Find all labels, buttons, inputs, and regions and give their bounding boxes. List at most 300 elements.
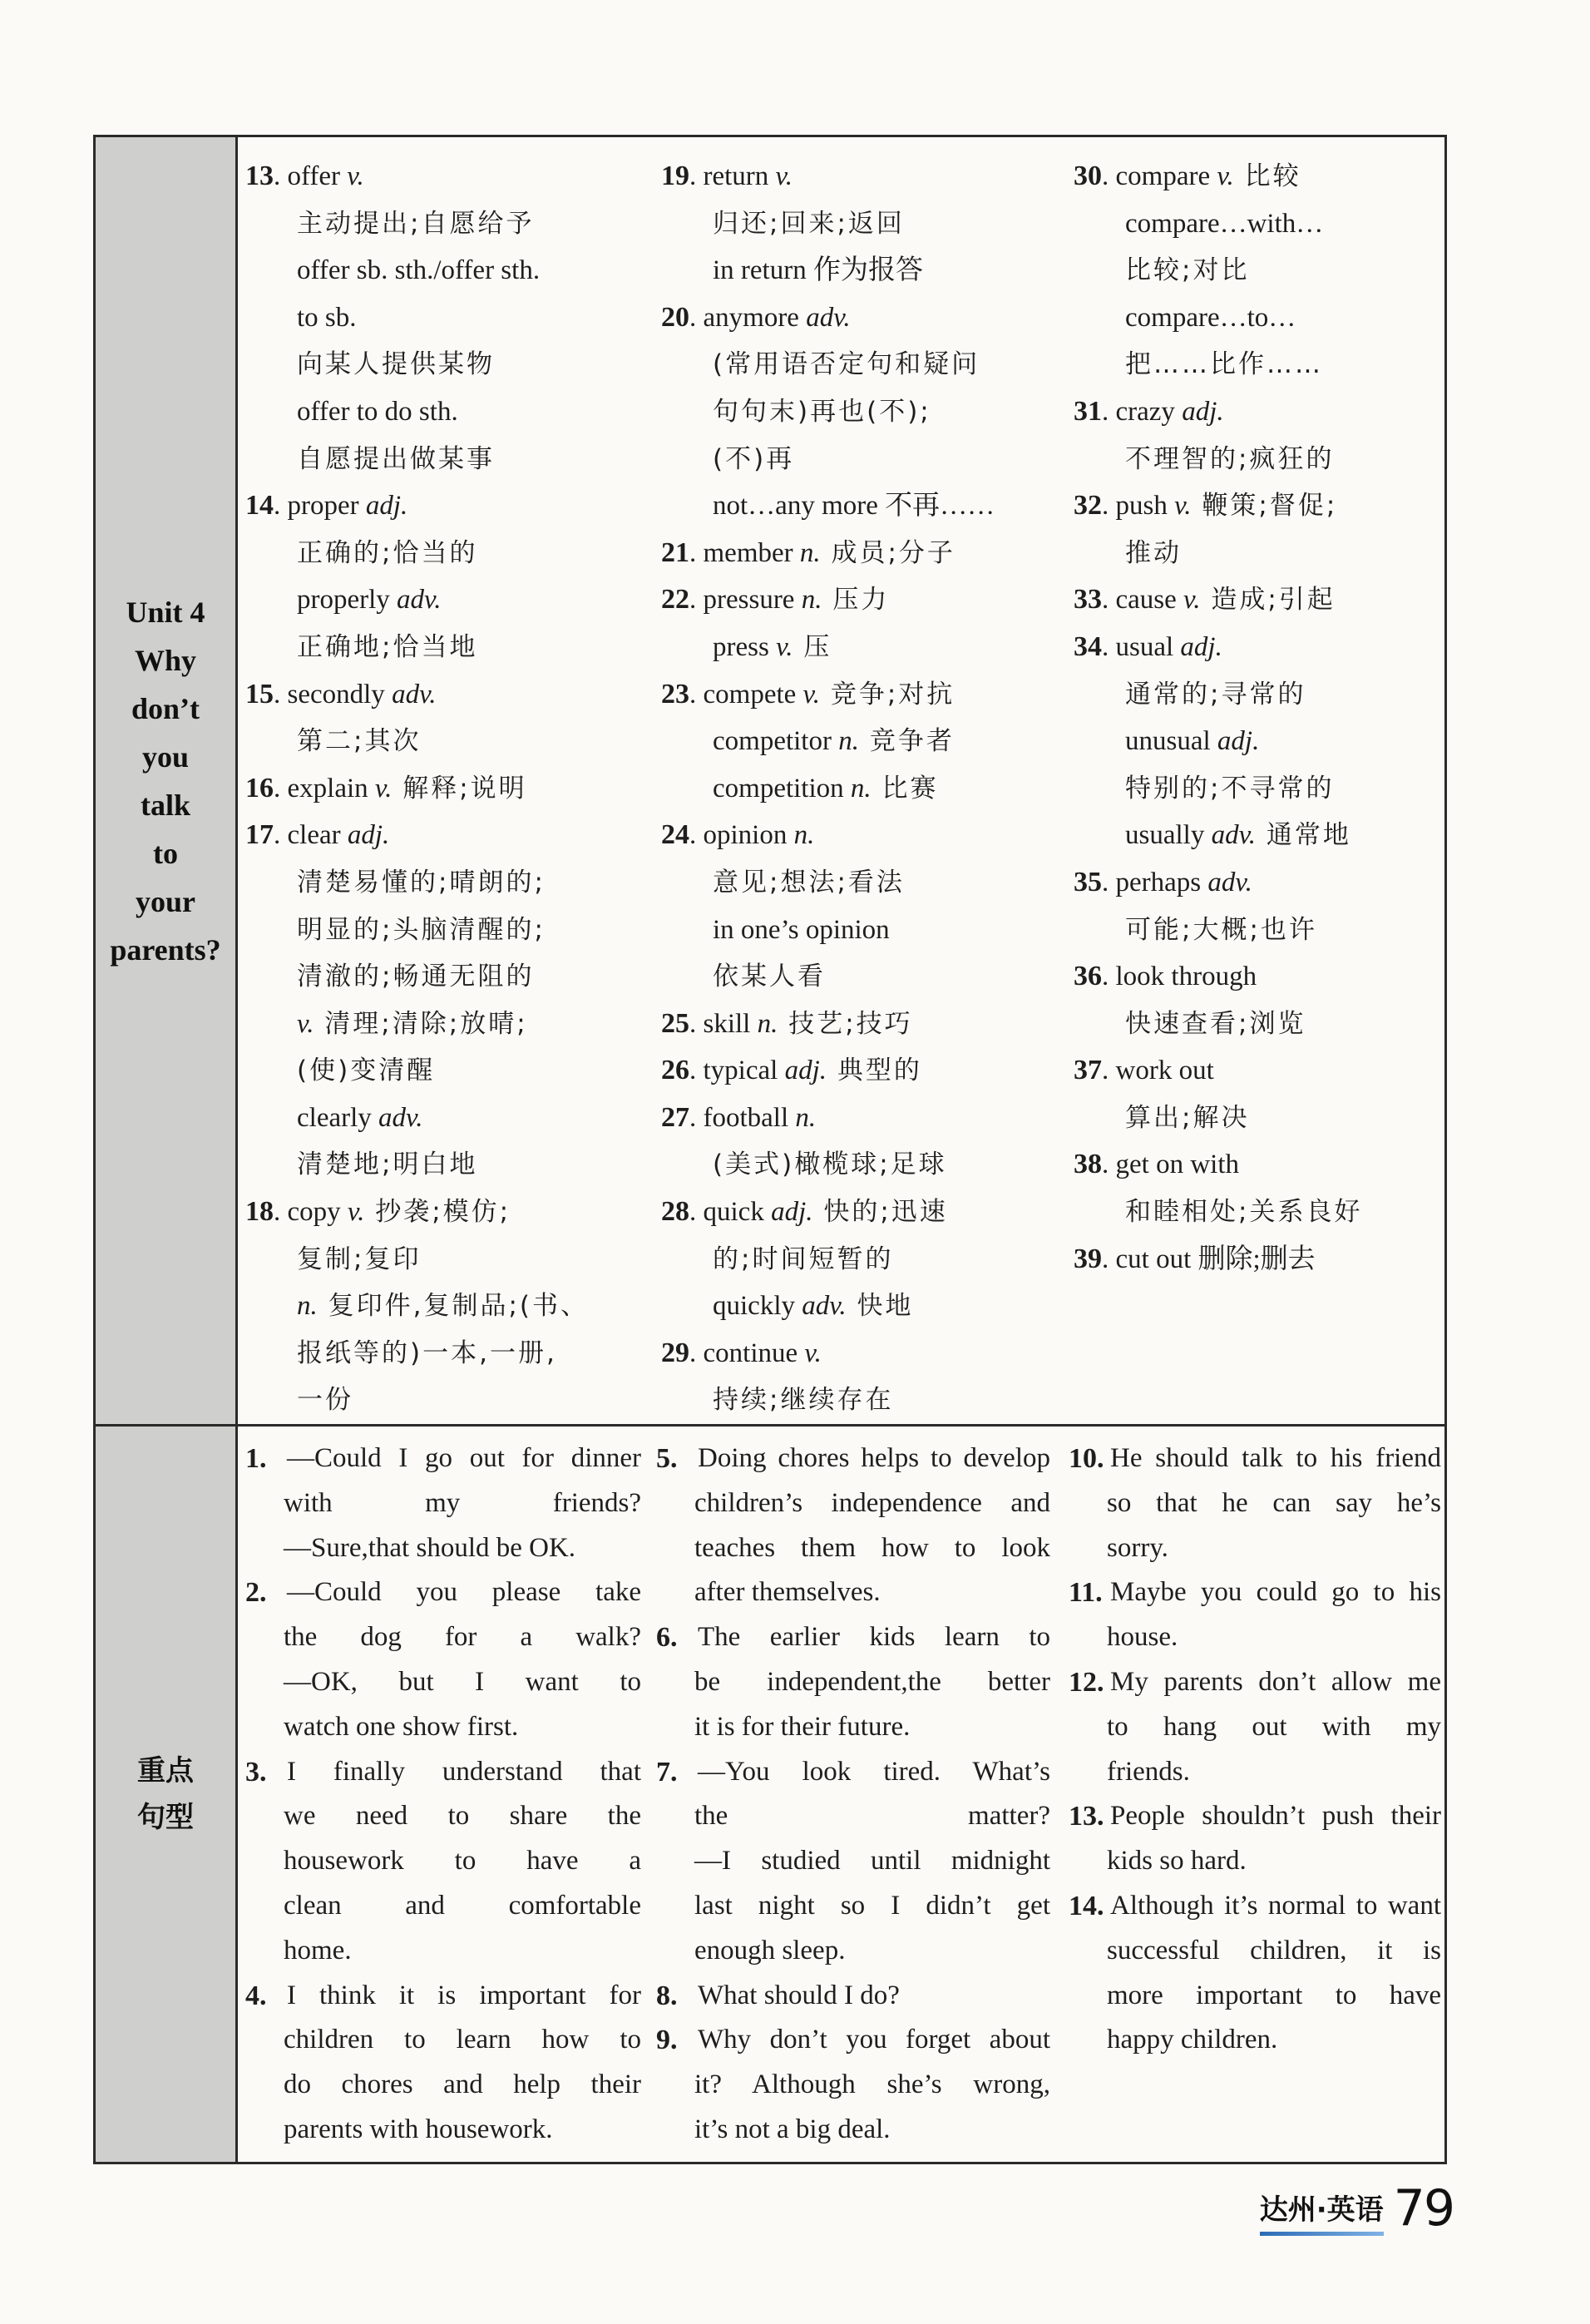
vocab-line: 14. proper adj. bbox=[245, 490, 408, 522]
sentence-text: so that he can say he’s bbox=[1107, 1487, 1441, 1518]
vocab-text: quick bbox=[703, 1197, 772, 1228]
sentence-text: —Could I go out for dinner bbox=[287, 1443, 641, 1473]
sentence-text: —I studied until midnight bbox=[694, 1846, 1050, 1877]
sentence-number: 2. bbox=[245, 1577, 267, 1609]
part-of-speech: v. bbox=[374, 773, 393, 804]
vocab-meaning: (常用语否定句和疑问 bbox=[713, 349, 980, 380]
vocab-text: usually bbox=[1125, 820, 1212, 851]
vocab-number: 22 bbox=[661, 584, 689, 616]
vocab-meaning: 明显的;头脑清醒的; bbox=[297, 914, 546, 945]
vocab-text: get on with bbox=[1115, 1150, 1239, 1180]
vocab-number: 15 bbox=[245, 678, 274, 710]
vocab-line: 19. return v. bbox=[661, 161, 793, 191]
sentence-text: to hang out with my bbox=[1107, 1711, 1441, 1742]
vocab-text: football bbox=[703, 1102, 796, 1133]
part-of-speech: v. bbox=[1217, 161, 1234, 191]
vocab-meaning: (美式)橄榄球;足球 bbox=[713, 1150, 947, 1180]
sentence-line bbox=[656, 1615, 1050, 1660]
vocab-line: 29. continue v. bbox=[661, 1337, 822, 1368]
part-of-speech: v. bbox=[347, 1197, 365, 1228]
sentence-line bbox=[1069, 1884, 1441, 1929]
vocab-line: 30. compare v. 比较 bbox=[1074, 161, 1301, 191]
vocab-text: compare…to… bbox=[1125, 302, 1296, 333]
sentence-section-title bbox=[137, 1748, 194, 1841]
sentence-text: sorry. bbox=[1107, 1532, 1168, 1563]
page-number: 79 bbox=[1393, 2179, 1454, 2237]
vocab-text: in return 作为报答 bbox=[713, 255, 923, 286]
sentence-text: enough sleep. bbox=[694, 1935, 846, 1966]
part-of-speech: v. bbox=[804, 1338, 822, 1368]
vocab-meaning: 竞争者 bbox=[858, 726, 955, 757]
vocab-entry bbox=[245, 152, 653, 482]
vocab-entry bbox=[1074, 152, 1441, 388]
sentence-text: parents with housework. bbox=[284, 2114, 553, 2144]
vocab-meaning: 压力 bbox=[822, 585, 890, 616]
vocab-meaning: 意见;想法;看法 bbox=[713, 867, 905, 897]
sentence-number: 12. bbox=[1069, 1666, 1104, 1698]
sentence-text: —You look tired. What’s bbox=[698, 1756, 1050, 1787]
part-of-speech: n. bbox=[850, 773, 872, 804]
vocab-text: cause bbox=[1115, 585, 1184, 616]
sentence-number: 7. bbox=[656, 1756, 678, 1788]
vocab-text: perhaps bbox=[1115, 867, 1208, 897]
sentence-line bbox=[245, 1570, 641, 1615]
vocab-meaning: 清楚地;明白地 bbox=[297, 1150, 478, 1180]
vocab-meaning: 抄袭;模仿; bbox=[364, 1197, 511, 1228]
part-of-speech: adv. bbox=[802, 1291, 847, 1322]
vocab-entry bbox=[1074, 576, 1441, 623]
vocab-meaning: 和睦相处;关系良好 bbox=[1125, 1197, 1363, 1228]
sentence-number: 10. bbox=[1069, 1443, 1104, 1474]
sentence-column-3 bbox=[1069, 1427, 1441, 2162]
vocab-meaning: 推动 bbox=[1125, 537, 1182, 568]
key-sentence bbox=[1069, 1570, 1441, 1660]
vocab-number: 31 bbox=[1074, 395, 1102, 427]
vocab-meaning: (使)变清醒 bbox=[297, 1056, 436, 1086]
sentence-text: do chores and help their bbox=[284, 2069, 641, 2100]
vocab-line: 32. push v. 鞭策;督促; bbox=[1074, 490, 1338, 522]
vocab-number: 23 bbox=[661, 678, 689, 710]
vocab-meaning: 算出;解决 bbox=[1125, 1102, 1250, 1133]
vocab-meaning: 造成;引起 bbox=[1200, 585, 1336, 616]
sentence-number: 14. bbox=[1069, 1890, 1104, 1921]
vocab-line bbox=[245, 1376, 653, 1423]
part-of-speech: n. bbox=[757, 1008, 778, 1039]
sentence-text: kids so hard. bbox=[1107, 1846, 1247, 1877]
sentence-line bbox=[656, 1974, 1050, 2019]
vocab-line bbox=[661, 1282, 1060, 1329]
vocab-entry bbox=[661, 1188, 1060, 1329]
vocab-meaning: 解释;说明 bbox=[392, 773, 527, 804]
unit-title-line: talk bbox=[140, 788, 190, 822]
vocab-meaning: 正确地;恰当地 bbox=[297, 631, 478, 662]
vocab-number: 16 bbox=[245, 772, 274, 804]
part-of-speech: n. bbox=[799, 537, 821, 568]
vocab-line bbox=[245, 529, 653, 576]
vocab-line bbox=[661, 388, 1060, 435]
sentence-text: watch one show first. bbox=[284, 1711, 519, 1742]
sentence-text: Although it’s normal to want bbox=[1110, 1890, 1441, 1921]
vocab-entry bbox=[661, 576, 1060, 670]
vocab-text: properly bbox=[297, 585, 398, 616]
vocab-text: cut out 删除;删去 bbox=[1115, 1244, 1316, 1274]
part-of-speech: n. bbox=[801, 585, 822, 616]
part-of-speech: adj. bbox=[1217, 726, 1260, 757]
sentence-text: be independent,the better bbox=[694, 1666, 1050, 1697]
vocab-line bbox=[1074, 670, 1441, 718]
sentence-title-line: 句型 bbox=[137, 1801, 194, 1834]
sentence-number: 13. bbox=[1069, 1801, 1104, 1832]
vocab-text: competitor bbox=[713, 726, 839, 757]
vocab-text: not…any more 不再…… bbox=[713, 491, 995, 522]
vocab-entry bbox=[661, 1000, 1060, 1047]
sentence-text: The earlier kids learn to bbox=[698, 1622, 1050, 1653]
part-of-speech: adv. bbox=[806, 302, 851, 333]
vocab-text: pressure bbox=[703, 585, 802, 616]
vocab-column-2 bbox=[661, 137, 1060, 1424]
vocab-line bbox=[1074, 435, 1441, 482]
vocab-text: typical bbox=[703, 1056, 785, 1086]
vocab-number: 35 bbox=[1074, 866, 1102, 897]
vocab-number: 29 bbox=[661, 1337, 689, 1368]
unit-title bbox=[110, 588, 220, 974]
vocab-text: quickly bbox=[713, 1291, 802, 1322]
vocab-number: 27 bbox=[661, 1101, 689, 1133]
part-of-speech: n. bbox=[795, 1102, 817, 1133]
page-footer bbox=[1260, 2179, 1454, 2237]
sentence-number: 4. bbox=[245, 1980, 267, 2011]
vocab-line bbox=[661, 340, 1060, 388]
vocab-meaning: 通常地 bbox=[1256, 820, 1351, 851]
sentence-text: successful children, it is bbox=[1107, 1935, 1441, 1966]
sentence-text: the dog for a walk? bbox=[284, 1622, 641, 1653]
vocab-line: 21. member n. 成员;分子 bbox=[661, 536, 955, 568]
vocab-line: 17. clear adj. bbox=[245, 819, 390, 851]
vocab-line bbox=[661, 200, 1060, 247]
vocab-meaning: 自愿提出做某事 bbox=[297, 443, 495, 474]
vocab-line bbox=[245, 1046, 653, 1094]
sentence-text: housework to have a bbox=[284, 1846, 641, 1877]
sentence-text: My parents don’t allow me bbox=[1110, 1666, 1441, 1697]
vocab-line bbox=[1074, 1094, 1441, 1141]
key-sentence bbox=[656, 2018, 1050, 2152]
vocab-number: 18 bbox=[245, 1196, 274, 1228]
vocab-entry bbox=[1074, 482, 1441, 576]
sentence-text: —OK, but I want to bbox=[284, 1666, 641, 1697]
unit-title-line: don’t bbox=[131, 691, 200, 725]
unit-title-line: to bbox=[152, 836, 178, 870]
vocab-line: 24. opinion n. bbox=[661, 819, 815, 851]
vocab-meaning: 比较 bbox=[1233, 161, 1301, 191]
sentence-number: 1. bbox=[245, 1443, 267, 1474]
part-of-speech: adj. bbox=[784, 1056, 827, 1086]
vocab-meaning: 不理智的;疯狂的 bbox=[1125, 443, 1335, 474]
content-table bbox=[93, 135, 1447, 2164]
sentence-text: What should I do? bbox=[698, 1980, 900, 2010]
vocab-number: 28 bbox=[661, 1196, 689, 1228]
part-of-speech: v. bbox=[776, 631, 793, 662]
sentence-column-2 bbox=[656, 1427, 1050, 2162]
vocab-line bbox=[245, 200, 653, 247]
vocab-text: clear bbox=[287, 820, 348, 851]
vocab-meaning: 报纸等的)一本,一册, bbox=[297, 1338, 557, 1368]
part-of-speech: adv. bbox=[1211, 820, 1257, 851]
vocab-line: 16. explain v. 解释;说明 bbox=[245, 772, 527, 804]
vocab-entry bbox=[661, 1094, 1060, 1188]
part-of-speech: adj. bbox=[347, 820, 390, 851]
sentence-number: 9. bbox=[656, 2025, 678, 2056]
footer-label: 达州·英语 bbox=[1260, 2187, 1384, 2231]
vocab-meaning: 成员;分子 bbox=[820, 537, 955, 568]
vocab-line: 39. cut out 删除;删去 bbox=[1074, 1243, 1316, 1274]
vocab-number: 25 bbox=[661, 1007, 689, 1039]
sentence-line bbox=[245, 1750, 641, 1795]
sentence-text: People shouldn’t push their bbox=[1110, 1801, 1441, 1832]
key-sentence bbox=[656, 1750, 1050, 1974]
key-sentence bbox=[1069, 1660, 1441, 1794]
vocab-entry bbox=[1074, 1046, 1441, 1140]
vocab-number: 21 bbox=[661, 536, 689, 568]
sentence-text: —Sure,that should be OK. bbox=[284, 1532, 576, 1563]
vocab-entry bbox=[661, 1329, 1060, 1423]
vocab-line bbox=[245, 717, 653, 764]
vocab-line: 27. football n. bbox=[661, 1101, 817, 1133]
vocab-text: opinion bbox=[703, 820, 794, 851]
vocab-line bbox=[661, 858, 1060, 906]
vocab-number: 30 bbox=[1074, 161, 1102, 191]
unit-title-line: Unit 4 bbox=[126, 595, 205, 629]
vocab-text: compete bbox=[703, 679, 803, 710]
vocab-meaning: 比赛 bbox=[871, 773, 939, 804]
vocab-meaning: 句句末)再也(不); bbox=[713, 396, 931, 427]
sentence-text: last night so I didn’t get bbox=[694, 1890, 1050, 1921]
sentence-number: 6. bbox=[656, 1622, 678, 1654]
vocab-number: 26 bbox=[661, 1055, 689, 1086]
vocab-column-3 bbox=[1074, 137, 1441, 1424]
sentence-number: 8. bbox=[656, 1980, 678, 2011]
vocab-line bbox=[661, 906, 1060, 953]
vocab-line bbox=[245, 623, 653, 670]
vocab-line bbox=[1074, 200, 1441, 247]
vocab-line bbox=[1074, 294, 1441, 341]
sentence-text: after themselves. bbox=[694, 1577, 881, 1608]
sentence-text: it is for their future. bbox=[694, 1711, 911, 1742]
vocab-line bbox=[1074, 811, 1441, 858]
vocab-line bbox=[245, 340, 653, 388]
key-sentence bbox=[1069, 1794, 1441, 1884]
part-of-speech: adv. bbox=[397, 585, 442, 616]
vocab-line: 33. cause v. 造成;引起 bbox=[1074, 584, 1336, 616]
part-of-speech: adv. bbox=[1207, 867, 1252, 897]
vocab-text: copy bbox=[287, 1197, 348, 1228]
vocab-entry bbox=[245, 482, 653, 670]
vocab-meaning: 可能;大概;也许 bbox=[1125, 914, 1317, 945]
part-of-speech: adj. bbox=[365, 491, 408, 522]
vocab-line bbox=[661, 952, 1060, 1000]
vocab-line: 22. pressure n. 压力 bbox=[661, 584, 890, 616]
vocab-line bbox=[1074, 246, 1441, 294]
sentence-text: Why don’t you forget about bbox=[698, 2025, 1050, 2055]
vocab-meaning: 通常的;寻常的 bbox=[1125, 679, 1306, 710]
sentence-text: clean and comfortable bbox=[284, 1890, 641, 1921]
vocab-number: 34 bbox=[1074, 630, 1102, 662]
vocab-line bbox=[245, 858, 653, 906]
vocab-text: return bbox=[703, 161, 776, 191]
vocab-text: compare bbox=[1115, 161, 1217, 191]
sentence-label-cell bbox=[96, 1427, 238, 2162]
vocab-meaning: 依某人看 bbox=[713, 962, 826, 992]
sentence-line bbox=[656, 1436, 1050, 1481]
vocab-line bbox=[661, 435, 1060, 482]
vocab-number: 13 bbox=[245, 161, 274, 191]
vocab-number: 38 bbox=[1074, 1149, 1102, 1180]
part-of-speech: n. bbox=[793, 820, 815, 851]
vocab-line bbox=[245, 1140, 653, 1188]
vocab-text: press bbox=[713, 631, 777, 662]
sentence-text: the matter? bbox=[694, 1801, 1050, 1832]
vocab-line bbox=[245, 1282, 653, 1329]
key-sentence bbox=[245, 1974, 641, 2153]
vocab-entry bbox=[1074, 952, 1441, 1046]
vocab-meaning: 第二;其次 bbox=[297, 726, 422, 757]
sentence-text: home. bbox=[284, 1935, 352, 1966]
vocab-meaning: 压 bbox=[793, 631, 832, 662]
part-of-speech: v. bbox=[347, 161, 364, 191]
vocab-line bbox=[661, 623, 1060, 670]
vocab-text: offer to do sth. bbox=[297, 396, 458, 427]
vocab-text: usual bbox=[1115, 631, 1181, 662]
vocab-meaning: 向某人提供某物 bbox=[297, 349, 495, 380]
vocab-number: 36 bbox=[1074, 961, 1102, 992]
sentence-line bbox=[245, 1436, 641, 1481]
sentence-text: children to learn how to bbox=[284, 2025, 641, 2055]
vocab-entry bbox=[245, 764, 653, 812]
vocab-entry bbox=[245, 811, 653, 1188]
vocab-meaning: 把……比作…… bbox=[1125, 349, 1323, 380]
vocab-number: 19 bbox=[661, 161, 689, 191]
vocab-entry bbox=[661, 811, 1060, 999]
sentence-line bbox=[1069, 1570, 1441, 1615]
key-sentences-section bbox=[96, 1427, 1444, 2162]
unit-title-line: Why bbox=[134, 643, 196, 677]
vocab-line bbox=[245, 906, 653, 953]
vocab-text: proper bbox=[287, 491, 366, 522]
vocab-meaning: (不)再 bbox=[713, 443, 795, 474]
vocab-line: 13. offer v. bbox=[245, 161, 364, 191]
vocab-meaning: 清楚易懂的;晴朗的; bbox=[297, 867, 546, 897]
vocab-entry bbox=[1074, 858, 1441, 952]
vocab-meaning: 主动提出;自愿给予 bbox=[297, 208, 535, 239]
vocab-meaning: 持续;继续存在 bbox=[713, 1385, 894, 1416]
vocab-text: offer sb. sth./offer sth. bbox=[297, 255, 541, 286]
vocab-meaning: 一份 bbox=[297, 1385, 353, 1416]
unit-label-cell bbox=[96, 137, 238, 1424]
vocab-meaning: 快速查看;浏览 bbox=[1125, 1008, 1306, 1039]
key-sentence bbox=[1069, 1884, 1441, 2063]
sentence-text: friends. bbox=[1107, 1756, 1190, 1787]
sentence-text: I think it is important for bbox=[287, 1980, 641, 2010]
sentence-text: happy children. bbox=[1107, 2025, 1278, 2055]
vocab-entry bbox=[1074, 1140, 1441, 1234]
sentence-text: —Could you please take bbox=[287, 1577, 641, 1608]
vocab-meaning: 快的;迅速 bbox=[812, 1197, 948, 1228]
vocab-line bbox=[661, 764, 1060, 812]
vocab-line bbox=[245, 435, 653, 482]
vocab-line bbox=[245, 1235, 653, 1283]
sentence-number: 11. bbox=[1069, 1577, 1103, 1609]
vocab-meaning: 比较;对比 bbox=[1125, 255, 1250, 286]
vocab-line: 25. skill n. 技艺;技巧 bbox=[661, 1007, 913, 1039]
vocab-line: 38. get on with bbox=[1074, 1149, 1239, 1180]
vocab-text: to sb. bbox=[297, 302, 357, 333]
part-of-speech: v. bbox=[1174, 491, 1192, 522]
vocab-line bbox=[1074, 1000, 1441, 1047]
vocab-line bbox=[245, 246, 653, 294]
vocab-line bbox=[661, 1235, 1060, 1283]
vocab-entry bbox=[661, 529, 1060, 576]
vocab-line: 34. usual adj. bbox=[1074, 630, 1222, 662]
sentence-text: with my friends? bbox=[284, 1487, 641, 1518]
vocab-number: 33 bbox=[1074, 584, 1102, 616]
vocab-meaning: 归还;回来;返回 bbox=[713, 208, 905, 239]
vocab-line bbox=[1074, 1188, 1441, 1235]
vocab-line bbox=[661, 1140, 1060, 1188]
sentence-text: I finally understand that bbox=[287, 1756, 641, 1787]
vocab-meaning: 技艺;技巧 bbox=[778, 1008, 913, 1039]
vocab-meaning: 鞭策;督促; bbox=[1191, 491, 1338, 522]
vocab-line bbox=[1074, 529, 1441, 576]
key-sentence bbox=[245, 1750, 641, 1974]
vocab-text: skill bbox=[703, 1008, 758, 1039]
vocab-line: 35. perhaps adv. bbox=[1074, 866, 1252, 897]
vocab-line: 26. typical adj. 典型的 bbox=[661, 1055, 922, 1086]
vocab-meaning: 特别的;不寻常的 bbox=[1125, 773, 1335, 804]
vocab-meaning: 复制;复印 bbox=[297, 1244, 422, 1274]
vocab-meaning: 复印件,复制品;(书、 bbox=[317, 1291, 589, 1322]
key-sentence bbox=[656, 1615, 1050, 1749]
vocab-text: push bbox=[1115, 491, 1175, 522]
vocab-entry bbox=[661, 1046, 1060, 1094]
vocab-line bbox=[245, 1094, 653, 1141]
vocab-text: competition bbox=[713, 773, 851, 804]
part-of-speech: adj. bbox=[771, 1197, 813, 1228]
vocab-text: crazy bbox=[1115, 396, 1183, 427]
sentence-text: more important to have bbox=[1107, 1980, 1441, 2010]
vocab-line bbox=[661, 717, 1060, 764]
key-sentence bbox=[245, 1436, 641, 1570]
vocab-meaning: 快地 bbox=[846, 1291, 914, 1322]
sentence-line bbox=[1069, 1660, 1441, 1705]
part-of-speech: v. bbox=[297, 1008, 314, 1039]
part-of-speech: v. bbox=[802, 679, 820, 710]
vocab-line: 37. work out bbox=[1074, 1055, 1214, 1086]
sentence-line bbox=[656, 1750, 1050, 1795]
vocab-line bbox=[1074, 764, 1441, 812]
vocab-line: 28. quick adj. 快的;迅速 bbox=[661, 1196, 948, 1228]
vocab-line bbox=[245, 576, 653, 623]
vocab-text: continue bbox=[703, 1338, 805, 1368]
vocab-entry bbox=[245, 1188, 653, 1423]
sentence-number: 5. bbox=[656, 1443, 678, 1474]
vocab-line: 20. anymore adv. bbox=[661, 301, 851, 333]
part-of-speech: v. bbox=[775, 161, 793, 191]
unit-title-line: your bbox=[135, 884, 195, 918]
vocab-meaning: 的;时间短暂的 bbox=[713, 1244, 894, 1274]
vocab-meaning: 典型的 bbox=[826, 1056, 922, 1086]
vocab-line bbox=[661, 246, 1060, 294]
vocab-number: 14 bbox=[245, 490, 274, 522]
vocab-line: 15. secondly adv. bbox=[245, 678, 437, 710]
